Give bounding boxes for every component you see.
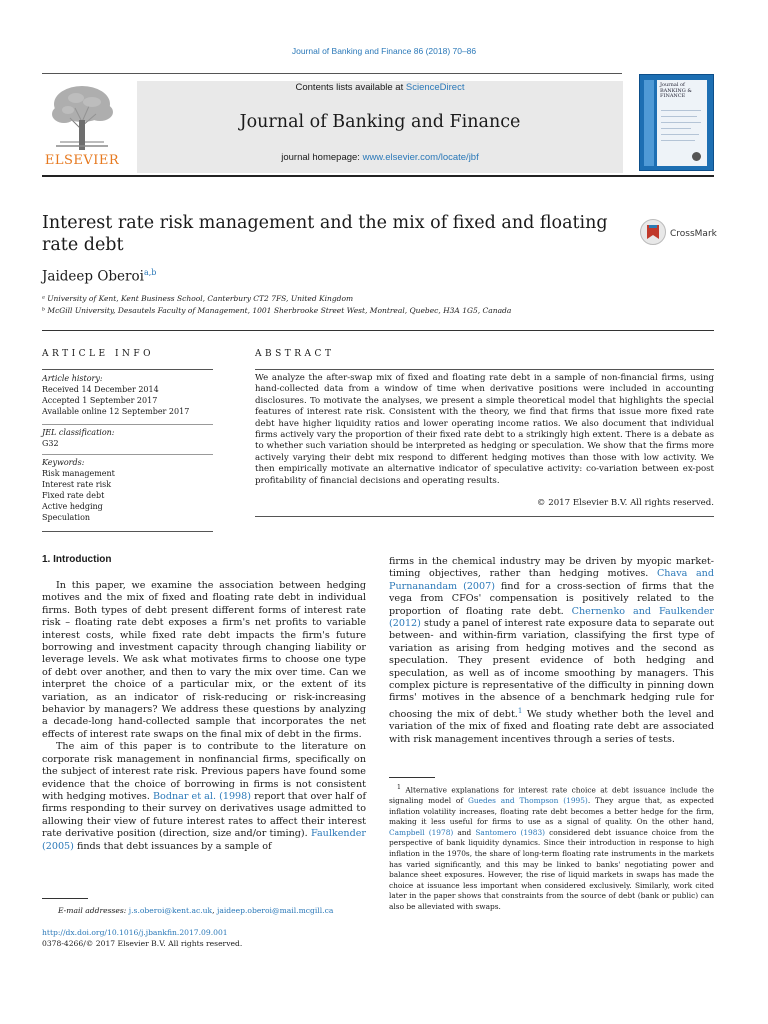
email-link-1[interactable]: j.s.oberoi@kent.ac.uk [128,906,213,915]
abstract-copyright: © 2017 Elsevier B.V. All rights reserved. [536,498,714,508]
cover-line [661,122,701,123]
email-addresses [58,906,333,915]
homepage-prefix: journal homepage: [281,152,363,163]
online-date: Available online 12 September 2017 [42,407,190,416]
footnote-ref-link[interactable]: 1 [517,706,523,715]
article-info-rule [42,369,213,370]
citation-link[interactable]: Guedes and Thompson (1995) [467,796,588,806]
history-label: Article history: [42,374,103,383]
footnote-number: 1 [397,784,401,791]
intro-paragraph-2-continued [389,556,714,746]
author-text: Jaideep Oberoi [42,268,144,285]
keyword-item: Risk management [42,469,115,478]
journal-reference-link[interactable]: Journal of Banking and Finance 86 (2018) 70–86 [291,46,477,56]
journal-title: Journal of Banking and Finance [239,112,521,132]
text-run: firms in the chemical industry may be driven by myopic market-timing objectives, rather than hedging motives. [389,556,714,580]
cover-line [661,128,691,129]
keyword-item: Speculation [42,513,91,522]
cover-panel [657,80,707,166]
title-block-rule [42,330,714,331]
article-info-bottom-rule [42,531,213,532]
cover-strip [644,80,654,166]
citation-link[interactable]: Faulkender (2005) [42,828,366,852]
contents-prefix: Contents lists available at [295,82,406,93]
intro-paragraph-2 [42,741,366,853]
text-run: report that over half of firms responding to their survey on derivatives usage admitted to allowing their view of future interest rates to affect their interest rate derivative position (direction, size and/or timing). [42,790,366,840]
cover-line [661,140,695,141]
article-info-heading: ARTICLE INFO [42,349,155,359]
email-separator: , [212,906,217,915]
email-rule [42,898,88,899]
journal-cover-thumbnail[interactable] [639,74,714,171]
affiliation-a: ᵃ University of Kent, Kent Business School, Canterbury CT2 7FS, United Kingdom [42,294,354,303]
citation-link[interactable]: Campbell (1978) [389,827,454,837]
abstract-rule [255,369,714,370]
citation-link[interactable]: Chernenko and Faulkender (2012) [389,605,714,630]
email-label: E-mail addresses: [58,906,129,915]
body-column-right [389,556,714,746]
text-run: find for a cross-section of firms that the vega from CFOs' compensation is positively related to the proportion of floating rate debt. [389,580,715,617]
jel-code: G32 [42,439,59,448]
citation-link[interactable]: Santomero (1983) [475,827,546,837]
accepted-date: Accepted 1 September 2017 [42,396,158,405]
text-run: . They argue that, as expected inflation volatility increases, floating rate debt becomes a better hedge for the firm, making it less useful for firms to use as a signal of quality. On the other hand, [389,796,714,827]
text-run: and [453,827,476,837]
homepage-line [137,152,623,163]
article-history [42,373,213,417]
author-name [42,268,156,285]
elsevier-wordmark: ELSEVIER [44,153,120,168]
text-run: finds that debt issuances by a sample of [73,840,272,852]
body-column-left [42,580,366,853]
jel-label: JEL classification: [42,428,115,437]
contents-line [137,82,623,93]
jel-classification [42,427,213,449]
author-affiliation-marks[interactable]: a,b [143,268,157,277]
sciencedirect-link[interactable]: ScienceDirect [405,82,465,93]
keyword-item: Interest rate risk [42,480,112,489]
citation-link[interactable]: Chava and Purnanandam (2007) [389,568,715,592]
article-title: Interest rate risk management and the mix of fixed and floating rate debt [42,213,608,255]
keywords-label: Keywords: [42,458,85,467]
footnote-rule [389,777,435,778]
header-top-rule [42,73,622,74]
header-bottom-rule [42,175,714,177]
doi-link[interactable]: http://dx.doi.org/10.1016/j.jbankfin.2017.09.001 [42,928,228,937]
abstract-heading: ABSTRACT [255,349,335,359]
footnote-text [389,783,714,913]
article-info-divider [42,424,213,425]
text-run: Alternative explanations for interest rate choice at debt issuance include the signaling model of [389,785,714,806]
text-run: The aim of this paper is to contribute to the literature on corporate risk management in nonfinancial firms, specifically on the subject of interest rate risk. Previous papers have found some evidence that the choice of borrowing in firms is not consistent with hedging motives. [42,741,366,802]
keyword-item: Fixed rate debt [42,491,105,500]
keyword-item: Active hedging [42,502,103,511]
footnote-1 [389,783,714,913]
email-link-2[interactable]: jaideep.oberoi@mail.mcgill.ca [216,906,334,915]
text-run: study a panel of interest rate exposure data to separate out between- and within-firm variation, classifying the first type of variation as arising from hedging motives and the second as speculation. They present evidence of both hedging and speculation, as well as of income smoothing by managers. This complex picture is representative of the difficulty in pinning down firms' motives in the absence of a benchmark hedging rule for choosing the mix of debt. [389,618,715,721]
journal-homepage-link[interactable]: www.elsevier.com/locate/jbf [362,152,479,163]
text-run: considered debt issuance choice from the perspective of bank liquidity dynamics. Since their introduction in response to high inflation in the 1970s, the share of long-term floating rate instruments in the markets has varied significantly, and this may be linked to banks' negotiating power and balance sheet exposures. However, the rise of liquid markets in swaps has made the choice at issuance less important when considered exclusively. Similarly, work cited later in the paper shows that constraints from the source of debt (bank or public) can also be alleviated with swaps. [389,827,714,911]
received-date: Received 14 December 2014 [42,385,159,394]
cover-line [661,116,697,117]
section-heading-introduction: 1. Introduction [42,554,112,565]
issn-copyright: 0378-4266/© 2017 Elsevier B.V. All rights reserved. [42,939,243,948]
cover-seal-icon [692,152,701,161]
text-run: We study whether both the level and variation of the mix of fixed and floating rate debt are associated with risk management incentives through a series of tests. [389,709,715,745]
cover-line [661,110,701,111]
cover-line [661,134,699,135]
affiliation-b: ᵇ McGill University, Desautels Faculty of Management, 1001 Sherbrooke Street West, Montreal, Quebec, H3A 1G5, Canada [42,306,512,315]
abstract-text: We analyze the after-swap mix of fixed and floating rate debt in a sample of non-financial firms, using hand-collected data from a window of time when derivative positions were included in accounting disclosures. To motivate the analyses, we present a simple theoretical model that highlights the special features of interest rate risk. Consistent with the theory, we find that firms that issue more fixed rate debt have higher liquidity ratios and lower operating income ratios. We also document that individual firms actively vary the proportion of their fixed rate debt to a strikingly high extent. There is a debate as to whether such variation should be interpreted as hedging or speculation. We show that the firms more actively varying their debt mix respond to different hedging motives than those with low activity. We then empirically motivate an alternative indicator of speculative activity: co-variation between ex-post profitability of financial decisions and operating results. [255,373,714,486]
citation-link[interactable]: Bodnar et al. (1998) [153,790,251,802]
intro-paragraph-1: In this paper, we examine the association between hedging motives and the mix of fixed and floating rate debt in individual firms. Both types of debt present different forms of interest rate risk – floating rate debt exposes a firm's net profits to variable interest costs, while fixed rate debt impacts the firm's future borrowing and investment capacity through changing liability or leverage levels. We ask what motivates firms to choose one type of debt over another, and then to vary the mix over time. Can we interpret the choice of a particular mix, or the extent of its variation, as an indicator of risk-reducing or risk-increasing behavior by managers? We address these questions by analyzing a decade-long hand-collected sample that incorporates the net effects of interest rate swaps on the final mix of debt in the firms. [42,580,366,740]
cover-title: Journal of BANKING & FINANCE [660,82,692,99]
abstract-bottom-rule [255,516,714,517]
keywords-block [42,457,213,523]
article-info-divider [42,454,213,455]
crossmark-icon[interactable] [640,219,666,245]
crossmark-label[interactable]: CrossMark [670,229,717,239]
